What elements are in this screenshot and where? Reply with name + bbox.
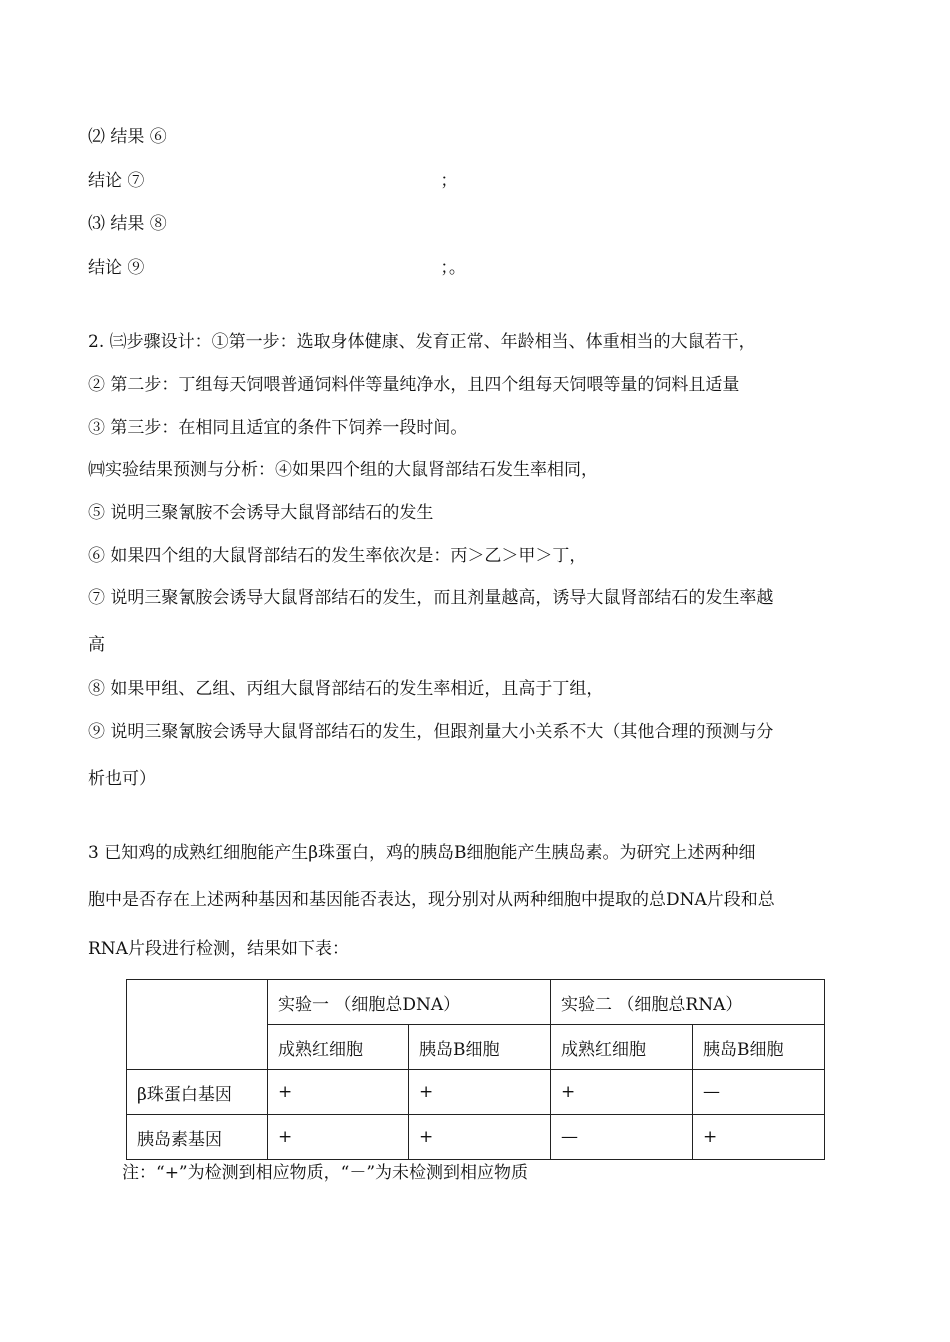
conclusion-9-line: [88, 257, 466, 279]
subheader-cell: 胰岛B细胞: [409, 1025, 551, 1070]
row-label: β珠蛋白基因: [127, 1070, 268, 1115]
table-cell: +: [268, 1115, 409, 1160]
table-cell: +: [409, 1070, 551, 1115]
question-3-line-1: 3 已知鸡的成熟红细胞能产生β珠蛋白，鸡的胰岛B细胞能产生胰岛素。为研究上述两种细: [88, 843, 756, 863]
subheader-cell: 成熟红细胞: [268, 1025, 409, 1070]
table-header-row: [127, 980, 825, 1025]
answer-2-step-2: ② 第二步：丁组每天饲喂普通饲料伴等量纯净水，且四个组每天饲喂等量的饲料且适量: [88, 375, 740, 395]
answer-2-prediction-5: ⑤ 说明三聚氰胺不会诱导大鼠肾部结石的发生: [88, 503, 434, 523]
answer-2-prediction-9: ⑨ 说明三聚氰胺会诱导大鼠肾部结石的发生，但跟剂量大小关系不大（其他合理的预测与分: [88, 722, 774, 742]
subheader-cell: 成熟红细胞: [551, 1025, 693, 1070]
conclusion-7-line: [88, 170, 457, 192]
answer-2-step-3: ③ 第三步：在相同且适宜的条件下饲养一段时间。: [88, 418, 468, 438]
table-cell: +: [551, 1070, 693, 1115]
answer-2-step-1: 2. ㈢步骤设计：①第一步：选取身体健康、发育正常、年龄相当、体重相当的大鼠若干，: [88, 332, 756, 352]
subheader-cell: 胰岛B细胞: [693, 1025, 825, 1070]
table-row: [127, 1070, 825, 1115]
conclusion-7-label: 结论 ⑦: [88, 171, 145, 191]
result-6-line: ⑵ 结果 ⑥: [88, 127, 167, 147]
row-label: 胰岛素基因: [127, 1115, 268, 1160]
answer-2-prediction-8: ⑧ 如果甲组、乙组、丙组大鼠肾部结石的发生率相近，且高于丁组，: [88, 679, 604, 699]
table-cell: +: [409, 1115, 551, 1160]
conclusion-9-label: 结论 ⑨: [88, 258, 145, 278]
answer-2-prediction-7: ⑦ 说明三聚氰胺会诱导大鼠肾部结石的发生，而且剂量越高，诱导大鼠肾部结石的发生率越: [88, 588, 774, 608]
question-3-line-3: RNA片段进行检测，结果如下表：: [88, 939, 349, 959]
answer-2-prediction-9-cont: 析也可）: [88, 769, 156, 789]
table-cell: —: [693, 1070, 825, 1115]
conclusion-7-punct: ；: [440, 171, 458, 191]
answer-2-prediction-6: ⑥ 如果四个组的大鼠肾部结石的发生率依次是：丙＞乙＞甲＞丁，: [88, 546, 587, 566]
experiment-2-header: 实验二 （细胞总RNA）: [551, 980, 825, 1025]
result-8-line: ⑶ 结果 ⑧: [88, 214, 167, 234]
experiment-1-header: 实验一 （细胞总DNA）: [268, 980, 551, 1025]
answer-2-prediction-7-cont: 高: [88, 635, 105, 655]
table-cell: +: [268, 1070, 409, 1115]
table-cell: +: [693, 1115, 825, 1160]
experiment-table: [126, 979, 825, 1160]
conclusion-9-punct: ；。: [440, 258, 466, 278]
table-corner-cell: [127, 980, 268, 1070]
table-note: 注：“+”为检测到相应物质，“－”为未检测到相应物质: [122, 1163, 529, 1183]
table-row: [127, 1115, 825, 1160]
table-cell: —: [551, 1115, 693, 1160]
question-3-line-2: 胞中是否存在上述两种基因和基因能否表达，现分别对从两种细胞中提取的总DNA片段和总: [88, 890, 775, 910]
answer-2-prediction-4: ㈣实验结果预测与分析：④如果四个组的大鼠肾部结石发生率相同，: [88, 460, 598, 480]
